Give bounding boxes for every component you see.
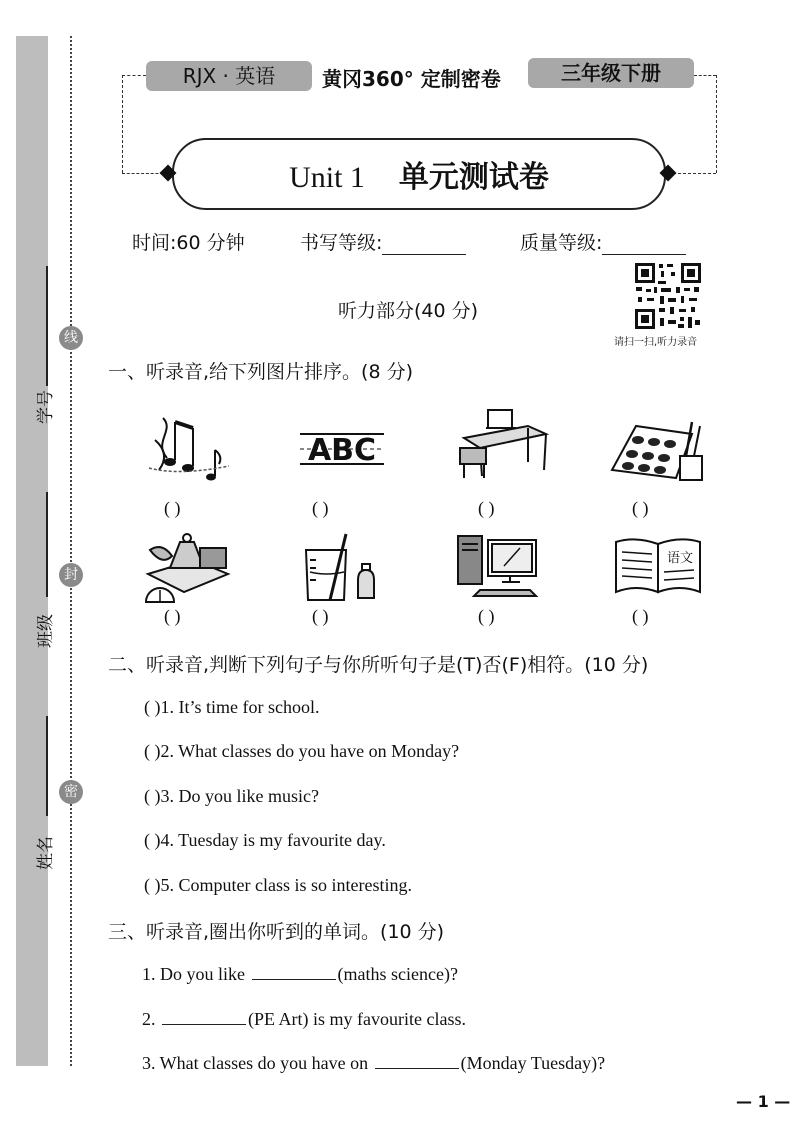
page-title: [172, 152, 666, 196]
abc-letters-icon: [300, 426, 384, 472]
name-label: 姓名: [36, 836, 56, 870]
paint-palette-icon: [606, 412, 706, 484]
science-kit-icon: [140, 530, 236, 604]
circle-item-3-blank[interactable]: [375, 1052, 459, 1069]
tf-text-5: 5. Computer class is so interesting.: [160, 875, 412, 895]
circle-item-2-blank[interactable]: [162, 1008, 246, 1025]
seal-mi: 密: [59, 780, 83, 804]
tf-answer-2[interactable]: ( ): [144, 741, 161, 761]
tf-text-3: 3. Do you like music?: [160, 786, 319, 806]
writing-grade: [300, 228, 466, 255]
tf-answer-1[interactable]: ( ): [144, 697, 161, 717]
circle-item-1: [142, 963, 458, 985]
seal-feng: 封: [59, 563, 83, 587]
class-line: [46, 492, 48, 597]
grade-pill: 三年级下册: [528, 58, 694, 88]
subject-pill: RJX · 英语: [146, 61, 312, 91]
tf-answer-4[interactable]: ( ): [144, 830, 161, 850]
time-info: 时间:60 分钟: [132, 232, 245, 254]
picture-6-answer[interactable]: ( ): [312, 606, 329, 626]
title-english: Unit 1: [289, 161, 365, 194]
book-label: 语文: [666, 551, 694, 566]
cut-line: [70, 36, 72, 1066]
section1-title: 一、听录音,给下列图片排序。(8 分): [108, 361, 413, 383]
student-id-line: [46, 266, 48, 386]
tf-text-1: 1. It’s time for school.: [160, 697, 320, 717]
picture-1-answer[interactable]: ( ): [164, 498, 181, 518]
circle-item-3-options[interactable]: (Monday Tuesday)?: [460, 1053, 606, 1073]
quality-grade-blank[interactable]: [602, 234, 686, 255]
desk-chair-icon: [458, 404, 550, 480]
tf-item-2: [144, 741, 459, 762]
name-line: [46, 716, 48, 816]
header-series: 黄冈360° 定制密卷: [322, 67, 501, 91]
picture-8-answer[interactable]: ( ): [632, 606, 649, 626]
writing-grade-blank[interactable]: [382, 234, 466, 255]
circle-item-3: [142, 1052, 605, 1074]
listening-title: 听力部分(40 分): [338, 300, 479, 322]
tf-text-2: 2. What classes do you have on Monday?: [160, 741, 460, 761]
tf-text-4: 4. Tuesday is my favourite day.: [160, 830, 386, 850]
circle-item-1-blank[interactable]: [252, 963, 336, 980]
quality-grade-label: 质量等级:: [520, 232, 603, 254]
picture-2-answer[interactable]: ( ): [312, 498, 329, 518]
qr-caption: 请扫一扫,听力录音: [614, 337, 698, 348]
quality-grade: [520, 228, 686, 255]
tf-answer-3[interactable]: ( ): [144, 786, 161, 806]
lab-beaker-icon: [300, 532, 384, 604]
circle-item-3-before: 3. What classes do you have on: [142, 1053, 369, 1073]
writing-grade-label: 书写等级:: [300, 232, 383, 254]
section3-title: 三、听录音,圈出你听到的单词。(10 分): [108, 921, 445, 943]
tf-item-4: [144, 830, 386, 851]
tf-item-3: [144, 786, 319, 807]
section2-title: 二、听录音,判断下列句子与你所听句子是(T)否(F)相符。(10 分): [108, 654, 649, 676]
tf-answer-5[interactable]: ( ): [144, 875, 161, 895]
title-chinese: 单元测试卷: [398, 160, 549, 195]
student-id-label: 学号: [36, 390, 56, 424]
circle-item-2-before: 2.: [142, 1009, 156, 1029]
music-notes-icon: [145, 410, 235, 484]
class-label: 班级: [36, 614, 56, 648]
picture-5-answer[interactable]: ( ): [164, 606, 181, 626]
open-book-icon: [612, 536, 704, 598]
binding-sidebar: [16, 36, 56, 1066]
tf-item-5: [144, 875, 412, 896]
circle-item-1-before: 1. Do you like: [142, 964, 245, 984]
picture-4-answer[interactable]: ( ): [632, 498, 649, 518]
computer-icon: [456, 534, 542, 598]
picture-7-answer[interactable]: ( ): [478, 606, 495, 626]
svg-text:ABC: ABC: [307, 433, 377, 468]
page-number: — 1 —: [736, 1092, 791, 1111]
circle-item-2-options[interactable]: (PE Art) is my favourite class.: [248, 1009, 466, 1029]
tf-item-1: [144, 697, 319, 718]
picture-3-answer[interactable]: ( ): [478, 498, 495, 518]
qr-code-icon[interactable]: [634, 262, 702, 330]
circle-item-2: [142, 1008, 466, 1030]
circle-item-1-options[interactable]: (maths science)?: [337, 964, 458, 984]
seal-xian: 线: [59, 326, 83, 350]
